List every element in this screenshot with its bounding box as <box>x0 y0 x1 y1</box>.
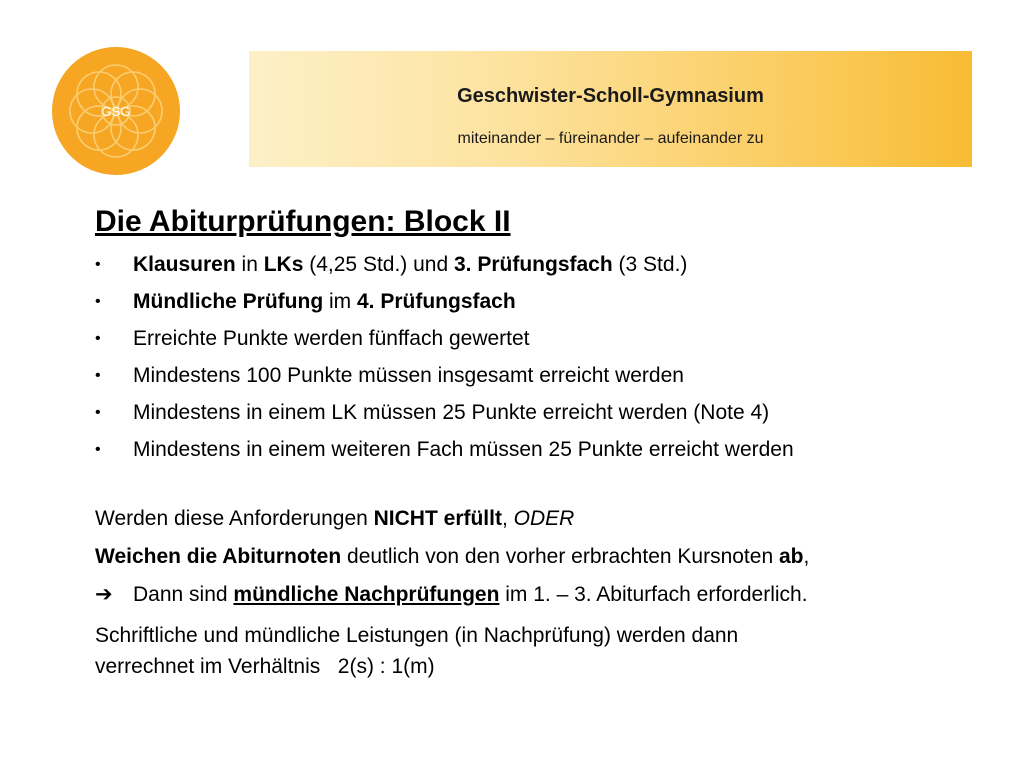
bullet-icon: • <box>95 441 101 458</box>
school-name: Geschwister-Scholl-Gymnasium <box>457 85 764 107</box>
bullet-icon: • <box>95 293 101 310</box>
bullet-icon: • <box>95 367 101 384</box>
header-banner <box>249 51 972 167</box>
arrow-right-icon: ➔ <box>95 583 113 606</box>
slide-title: Die Abiturprüfungen: Block II <box>95 205 511 238</box>
bullet-icon: • <box>95 256 101 273</box>
paragraph-weighting: Schriftliche und mündliche Leistungen (in Nachprüfung) werden dann verrechnet im Verhältnis 2(s) : 1(m) <box>95 624 739 678</box>
paragraph-requirements: Werden diese Anforderungen NICHT erfüllt, ODER <box>95 507 575 530</box>
bullet-icon: • <box>95 330 101 347</box>
logo-text: GSG <box>101 104 131 119</box>
school-logo <box>52 47 180 175</box>
paragraph-consequence: ➔ Dann sind mündliche Nachprüfungen im 1. – 3. Abiturfach erforderlich. <box>95 583 808 606</box>
bullet-icon: • <box>95 404 101 421</box>
school-motto: miteinander – füreinander – aufeinander zu <box>457 130 764 147</box>
paragraph-deviation: Weichen die Abiturnoten deutlich von den vorher erbrachten Kursnoten ab, <box>95 545 810 568</box>
